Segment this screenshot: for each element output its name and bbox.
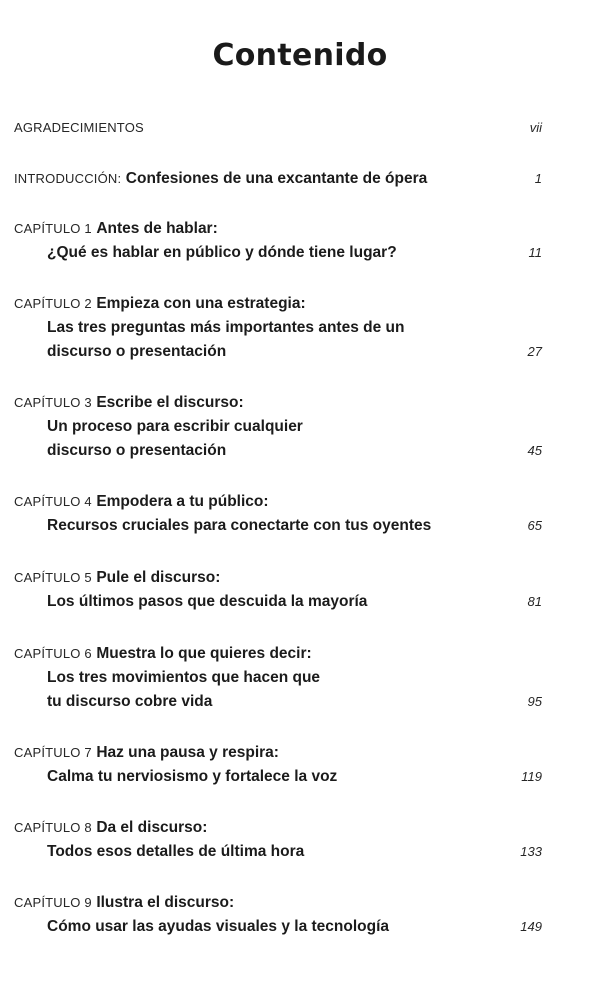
chapter-label: CAPÍTULO 4 — [14, 494, 92, 509]
chapter-label: CAPÍTULO 6 — [14, 646, 92, 661]
toc-entry-chapter-8[interactable] — [14, 816, 542, 864]
toc-entry-chapter-3[interactable] — [14, 391, 542, 463]
entry-title: Confesiones de una excantante de ópera — [125, 170, 428, 187]
chapter-label: CAPÍTULO 8 — [14, 820, 92, 835]
page-title: Contenido — [212, 38, 388, 73]
entry-page-number: 119 — [521, 769, 542, 784]
chapter-label: CAPÍTULO 9 — [14, 895, 92, 910]
toc-entry-chapter-7[interactable] — [14, 741, 542, 789]
toc-entry-chapter-6[interactable] — [14, 642, 542, 714]
chapter-subtitle-line: Un proceso para escribir cualquier — [47, 418, 303, 435]
chapter-subtitle-line: discurso o presentación — [47, 343, 227, 360]
toc-entry-chapter-5[interactable] — [14, 566, 542, 614]
chapter-subtitle-line: tu discurso cobre vida — [47, 693, 213, 710]
toc-entry-chapter-2[interactable] — [14, 292, 542, 364]
chapter-title: Escribe el discurso: — [96, 394, 244, 411]
entry-page-number: 1 — [534, 171, 542, 186]
entry-label: AGRADECIMIENTOS — [14, 120, 144, 135]
chapter-label: CAPÍTULO 7 — [14, 745, 92, 760]
chapter-title: Ilustra el discurso: — [96, 894, 235, 911]
entry-page-number: 133 — [520, 844, 542, 859]
chapter-title: Empieza con una estrategia: — [96, 295, 306, 312]
chapter-title: Empodera a tu público: — [96, 493, 269, 510]
chapter-title: Haz una pausa y respira: — [96, 744, 279, 761]
toc-entry-chapter-9[interactable] — [14, 891, 542, 939]
chapter-subtitle-line: Todos esos detalles de última hora — [47, 843, 305, 860]
entry-page-number: 45 — [527, 443, 542, 458]
chapter-subtitle-line: discurso o presentación — [47, 442, 227, 459]
chapter-subtitle-line: Las tres preguntas más importantes antes de un — [47, 319, 405, 336]
chapter-subtitle-line: ¿Qué es hablar en público y dónde tiene lugar? — [47, 244, 397, 261]
chapter-subtitle-line: Los tres movimientos que hacen que — [47, 669, 321, 686]
entry-page-number: 11 — [528, 245, 542, 260]
chapter-title: Pule el discurso: — [96, 569, 221, 586]
chapter-label: CAPÍTULO 1 — [14, 221, 92, 236]
chapter-subtitle-line: Recursos cruciales para conectarte con tus oyentes — [47, 517, 432, 534]
entry-page-number: 81 — [527, 594, 542, 609]
toc-entry-acknowledgments[interactable] — [14, 116, 542, 140]
entry-page-number: 149 — [520, 919, 542, 934]
chapter-label: CAPÍTULO 5 — [14, 570, 92, 585]
entry-page-number: 95 — [527, 694, 542, 709]
toc-entry-chapter-4[interactable] — [14, 490, 542, 538]
toc-entry-chapter-1[interactable] — [14, 217, 542, 265]
chapter-subtitle-line: Calma tu nerviosismo y fortalece la voz — [47, 768, 338, 785]
chapter-subtitle-line: Los últimos pasos que descuida la mayoría — [47, 593, 368, 610]
chapter-label: CAPÍTULO 3 — [14, 395, 92, 410]
entry-page-number: 27 — [527, 344, 542, 359]
entry-page-number: 65 — [527, 518, 542, 533]
chapter-title: Muestra lo que quieres decir: — [96, 645, 312, 662]
entry-label: INTRODUCCIÓN: — [14, 171, 122, 186]
toc-entry-introduction[interactable] — [14, 167, 542, 191]
chapter-title: Da el discurso: — [96, 819, 208, 836]
chapter-title: Antes de hablar: — [96, 220, 218, 237]
entry-page-number: vii — [529, 120, 542, 135]
chapter-subtitle-line: Cómo usar las ayudas visuales y la tecnología — [47, 918, 389, 935]
chapter-label: CAPÍTULO 2 — [14, 296, 92, 311]
